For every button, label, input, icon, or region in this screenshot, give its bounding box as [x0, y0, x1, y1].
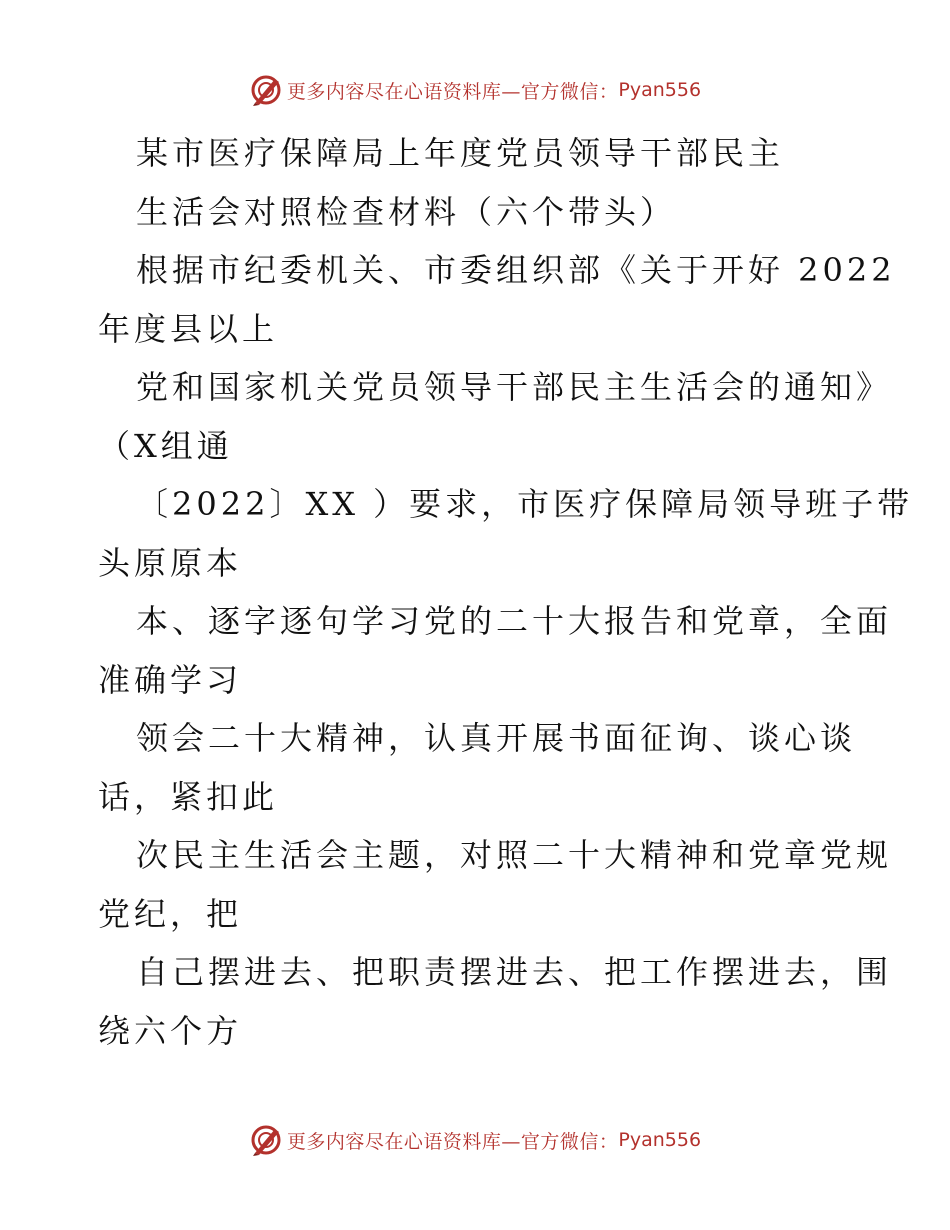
paragraph-line: 根据市纪委机关、市委组织部《关于开好 2022	[136, 251, 896, 289]
paragraph-line: 本、逐字逐句学习党的二十大报告和党章，全面	[136, 602, 893, 640]
paragraph-line: 准确学习	[98, 660, 243, 699]
footer-banner	[0, 1120, 950, 1160]
paragraph-line: 党纪，把	[98, 894, 243, 933]
wechat-id: Pyan556	[618, 79, 702, 101]
paragraph-line: 〔2022〕XX ）要求，市医疗保障局领导班子带	[136, 485, 914, 523]
paragraph-line: 党和国家机关党员领导干部民主生活会的通知》	[136, 368, 893, 406]
banner-text: 更多内容尽在心语资料库—官方微信：	[286, 80, 619, 103]
banner-text: 更多内容尽在心语资料库—官方微信：	[286, 1130, 619, 1153]
paragraph-line: 头原原本	[98, 543, 243, 582]
title-line-1: 某市医疗保障局上年度党员领导干部民主	[136, 134, 785, 172]
paragraph-line: 领会二十大精神，认真开展书面征询、谈心谈	[136, 719, 857, 757]
wechat-id: Pyan556	[618, 1129, 702, 1151]
header-banner	[0, 70, 950, 110]
paragraph-line: 自己摆进去、把职责摆进去、把工作摆进去，围	[136, 953, 893, 991]
paragraph-line: 话，紧扣此	[98, 777, 279, 816]
paragraph-line: （X组通	[98, 426, 233, 465]
title-line-2: 生活会对照检查材料（六个带头）	[136, 192, 677, 231]
paragraph-line: 年度县以上	[98, 309, 279, 348]
pen-logo-icon	[249, 73, 283, 107]
document-body	[98, 124, 914, 1060]
paragraph-line: 绕六个方	[98, 1011, 243, 1050]
pen-logo-icon	[249, 1123, 283, 1157]
paragraph-line: 次民主生活会主题，对照二十大精神和党章党规	[136, 836, 893, 874]
